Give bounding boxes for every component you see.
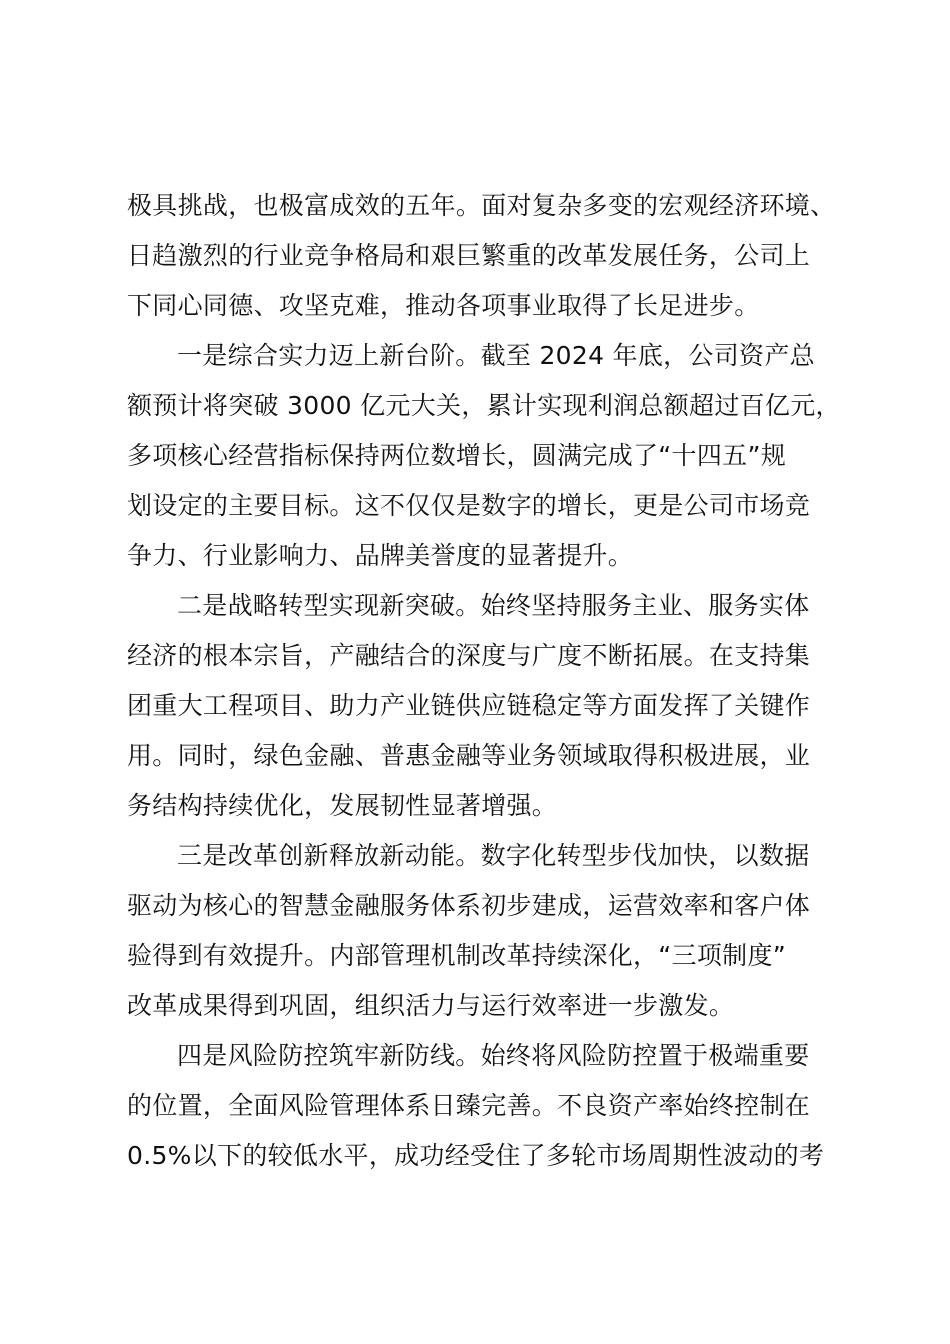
text-line: 0.5%以下的较低水平，成功经受住了多轮市场周期性波动的考: [127, 1141, 825, 1170]
text-line: 改革成果得到巩固，组织活力与运行效率进一步激发。: [127, 991, 735, 1020]
text-line: 多项核心经营指标保持两位数增长，圆满完成了“十四五”规: [127, 441, 787, 470]
paragraph-2-heading-line: 二是战略转型实现新突破。始终坚持服务主业、服务实体: [177, 591, 810, 620]
paragraph-4-heading-line: 四是风险防控筑牢新防线。始终将风险防控置于极端重要: [177, 1041, 810, 1070]
text-line: 日趋激烈的行业竞争格局和艰巨繁重的改革发展任务，公司上: [127, 241, 811, 270]
text-line: 用。同时，绿色金融、普惠金融等业务领域取得积极进展，业: [127, 741, 811, 770]
text-line: 极具挑战，也极富成效的五年。面对复杂多变的宏观经济环境、: [127, 191, 836, 220]
text-line: 争力、行业影响力、品牌美誉度的显著提升。: [127, 541, 634, 570]
text-line: 团重大工程项目、助力产业链供应链稳定等方面发挥了关键作: [127, 691, 811, 720]
body-text: [127, 181, 841, 1181]
text-line: 下同心同德、攻坚克难，推动各项事业取得了长足进步。: [127, 291, 760, 320]
text-line: 驱动为核心的智慧金融服务体系初步建成，运营效率和客户体: [127, 891, 811, 920]
text-line: 验得到有效提升。内部管理机制改革持续深化，“三项制度”: [127, 941, 787, 970]
text-line: 务结构持续优化，发展韧性显著增强。: [127, 791, 558, 820]
paragraph-1-heading-line: 一是综合实力迈上新台阶。截至 2024 年底，公司资产总: [177, 341, 815, 370]
text-line: 经济的根本宗旨，产融结合的深度与广度不断拓展。在支持集: [127, 641, 811, 670]
paragraph-3-heading-line: 三是改革创新释放新动能。数字化转型步伐加快，以数据: [177, 841, 810, 870]
text-line: 划设定的主要目标。这不仅仅是数字的增长，更是公司市场竞: [127, 491, 811, 520]
text-line: 额预计将突破 3000 亿元大关，累计实现利润总额超过百亿元，: [127, 391, 841, 420]
text-line: 的位置，全面风险管理体系日臻完善。不良资产率始终控制在: [127, 1091, 811, 1120]
